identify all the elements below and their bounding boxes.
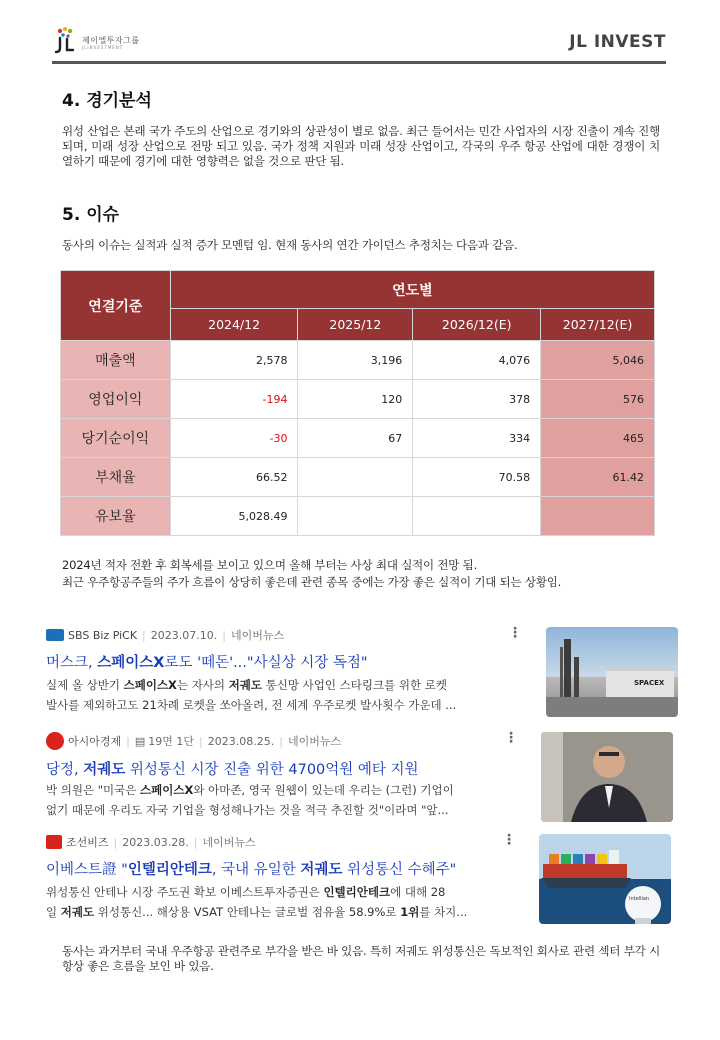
news-source[interactable]: 아시아경제 — [68, 735, 122, 748]
row-label: 유보율 — [61, 497, 171, 536]
container-ship-image — [539, 834, 671, 924]
news-thumbnail[interactable] — [546, 627, 678, 717]
news-thumbnail[interactable] — [541, 732, 673, 822]
news-snippet: 실제 올 상반기 스페이스X는 자사의 저궤도 통신망 사업인 스타링크를 위한 로켓 발사를 제외하고도 21차례 로켓을 쏘아올려, 전 세계 우주로켓 발사횟수 가운데 ... — [46, 678, 457, 712]
svg-text:Intellian: Intellian — [629, 896, 650, 902]
table-cell: 66.52 — [170, 458, 298, 497]
news-title[interactable]: 이베스트證 "인텔리안테크, 국내 유일한 저궤도 위성통신 수혜주" — [46, 862, 457, 878]
header-divider — [52, 61, 666, 64]
row-label: 당기순이익 — [61, 419, 171, 458]
table-group-header: 연도별 — [170, 271, 654, 309]
news-title[interactable]: 당정, 저궤도 위성통신 시장 진출 위한 4700억원 예타 지원 — [46, 762, 419, 778]
table-cell: 2,578 — [170, 341, 298, 380]
chosunbiz-logo-icon — [46, 835, 62, 849]
table-cell: 334 — [413, 419, 541, 458]
news-meta: 아시아경제 | ▤ 19면 1단 | 2023.08.25. | 네이버뉴스 — [46, 732, 341, 748]
section4-body: 위성 산업은 본래 국가 주도의 산업으로 경기와의 상관성이 별로 없음. 최근 들어서는 민간 사업자의 시장 진출이 계속 진행 되며, 미래 성장 산업으로 전망 되고 있음. 국가 정책 지원과 미래 성장 산업이고, 각국의 우주 항공 산업에 대한 경쟁이 치열하기 때문에 경기에 대한 영향력은 없을 것으로 판단 됨. — [62, 124, 660, 168]
newspaper-icon: ▤ — [134, 734, 146, 748]
table-cell: 5,046 — [541, 341, 655, 380]
row-label: 영업이익 — [61, 380, 171, 419]
logo-subtext: JLINVESTMENT — [82, 45, 124, 50]
news-meta: SBS Biz PiCK | 2023.07.10. | 네이버뉴스 — [46, 627, 284, 643]
logo-text: 제이엘투자그룹 — [82, 36, 140, 45]
news-date: 2023.07.10. — [150, 628, 218, 642]
section4-heading: 4. 경기분석 — [62, 91, 152, 111]
news-item[interactable] — [46, 834, 676, 926]
table-corner: 연결기준 — [61, 271, 171, 341]
table-cell — [298, 497, 413, 536]
row-label: 매출액 — [61, 341, 171, 380]
year-header: 2024/12 — [170, 309, 298, 341]
sbs-logo-icon — [46, 629, 64, 641]
guidance-table — [60, 270, 655, 536]
table-cell — [298, 458, 413, 497]
news-title[interactable]: 머스크, 스페이스X로도 '떼돈'..."사실상 시장 독점" — [46, 655, 368, 671]
news-item[interactable] — [46, 732, 676, 824]
svg-text:SPACEX: SPACEX — [634, 679, 665, 687]
year-header: 2025/12 — [298, 309, 413, 341]
news-portal[interactable]: 네이버뉴스 — [230, 629, 285, 642]
table-cell: 4,076 — [413, 341, 541, 380]
section5-summary-line1: 2024년 적자 전환 후 회복세를 보이고 있으며 올해 부터는 사상 최대 실적이 전망 됨. — [62, 558, 478, 572]
table-cell: 120 — [298, 380, 413, 419]
news-date: 2023.03.28. — [122, 835, 189, 849]
news-portal[interactable]: 네이버뉴스 — [287, 735, 342, 748]
table-cell: 378 — [413, 380, 541, 419]
news-portal[interactable]: 네이버뉴스 — [202, 836, 256, 849]
table-cell — [541, 497, 655, 536]
table-cell: 465 — [541, 419, 655, 458]
table-cell: 3,196 — [298, 341, 413, 380]
company-logo — [52, 26, 152, 56]
table-row — [61, 458, 655, 497]
news-source[interactable]: SBS Biz PiCK — [68, 628, 138, 642]
politician-photo-image — [541, 732, 673, 822]
page-header — [52, 24, 666, 66]
section5-intro: 동사의 이슈는 실적과 실적 증가 모멘텀 임. 현재 동사의 연간 가이던스 추정치는 다음과 같음. — [62, 238, 518, 252]
section5-summary-line2: 최근 우주항공주들의 주가 흐름이 상당히 좋은데 관련 종목 중에는 가장 좋은 실적이 기대 되는 상황임. — [62, 575, 562, 589]
news-item[interactable] — [46, 627, 676, 719]
jl-logo-icon — [52, 26, 80, 54]
table-row — [61, 419, 655, 458]
year-header: 2027/12(E) — [541, 309, 655, 341]
closing-paragraph: 동사는 과거부터 국내 우주항공 관련주로 부각을 받은 바 있음. 특히 저궤도 위성통신은 독보적인 회사로 관련 섹터 부각 시 항상 좋은 흐름을 보인 바 있음. — [62, 944, 660, 973]
more-options-icon[interactable]: ⋮ — [502, 832, 516, 848]
table-cell: 67 — [298, 419, 413, 458]
news-meta: 조선비즈 | 2023.03.28. | 네이버뉴스 — [46, 834, 256, 850]
table-cell: 5,028.49 — [170, 497, 298, 536]
more-options-icon[interactable]: ⋮ — [508, 625, 522, 641]
news-snippet: 박 의원은 "미국은 스페이스X와 아마존, 영국 원웹이 있는데 우리는 (그런) 기업이 없기 때문에 우리도 자국 기업을 형성해나가는 것을 적극 추진할 것"이라며 "앞... — [46, 783, 454, 817]
table-cell — [413, 497, 541, 536]
asiae-logo-icon — [46, 732, 64, 750]
brand-title: JL INVEST — [569, 32, 666, 52]
year-header: 2026/12(E) — [413, 309, 541, 341]
news-page: 19면 1단 — [148, 735, 195, 748]
table-cell: 61.42 — [541, 458, 655, 497]
table-row — [61, 380, 655, 419]
news-date: 2023.08.25. — [207, 734, 275, 748]
table-cell: -194 — [170, 380, 298, 419]
row-label: 부채율 — [61, 458, 171, 497]
rocket-launch-image — [546, 627, 678, 717]
table-row — [61, 497, 655, 536]
news-source[interactable]: 조선비즈 — [66, 836, 109, 849]
table-cell: 70.58 — [413, 458, 541, 497]
news-thumbnail[interactable] — [539, 834, 671, 924]
table-row — [61, 341, 655, 380]
table-cell: -30 — [170, 419, 298, 458]
more-options-icon[interactable]: ⋮ — [504, 730, 518, 746]
news-snippet: 위성통신 안테나 시장 주도권 확보 이베스트투자증권은 인텔리안테크에 대해 28 일 저궤도 위성통신... 해상용 VSAT 안테나는 글로벌 점유율 58.9%로 1위를 차지... — [46, 885, 468, 919]
table-cell: 576 — [541, 380, 655, 419]
section5-heading: 5. 이슈 — [62, 205, 120, 225]
